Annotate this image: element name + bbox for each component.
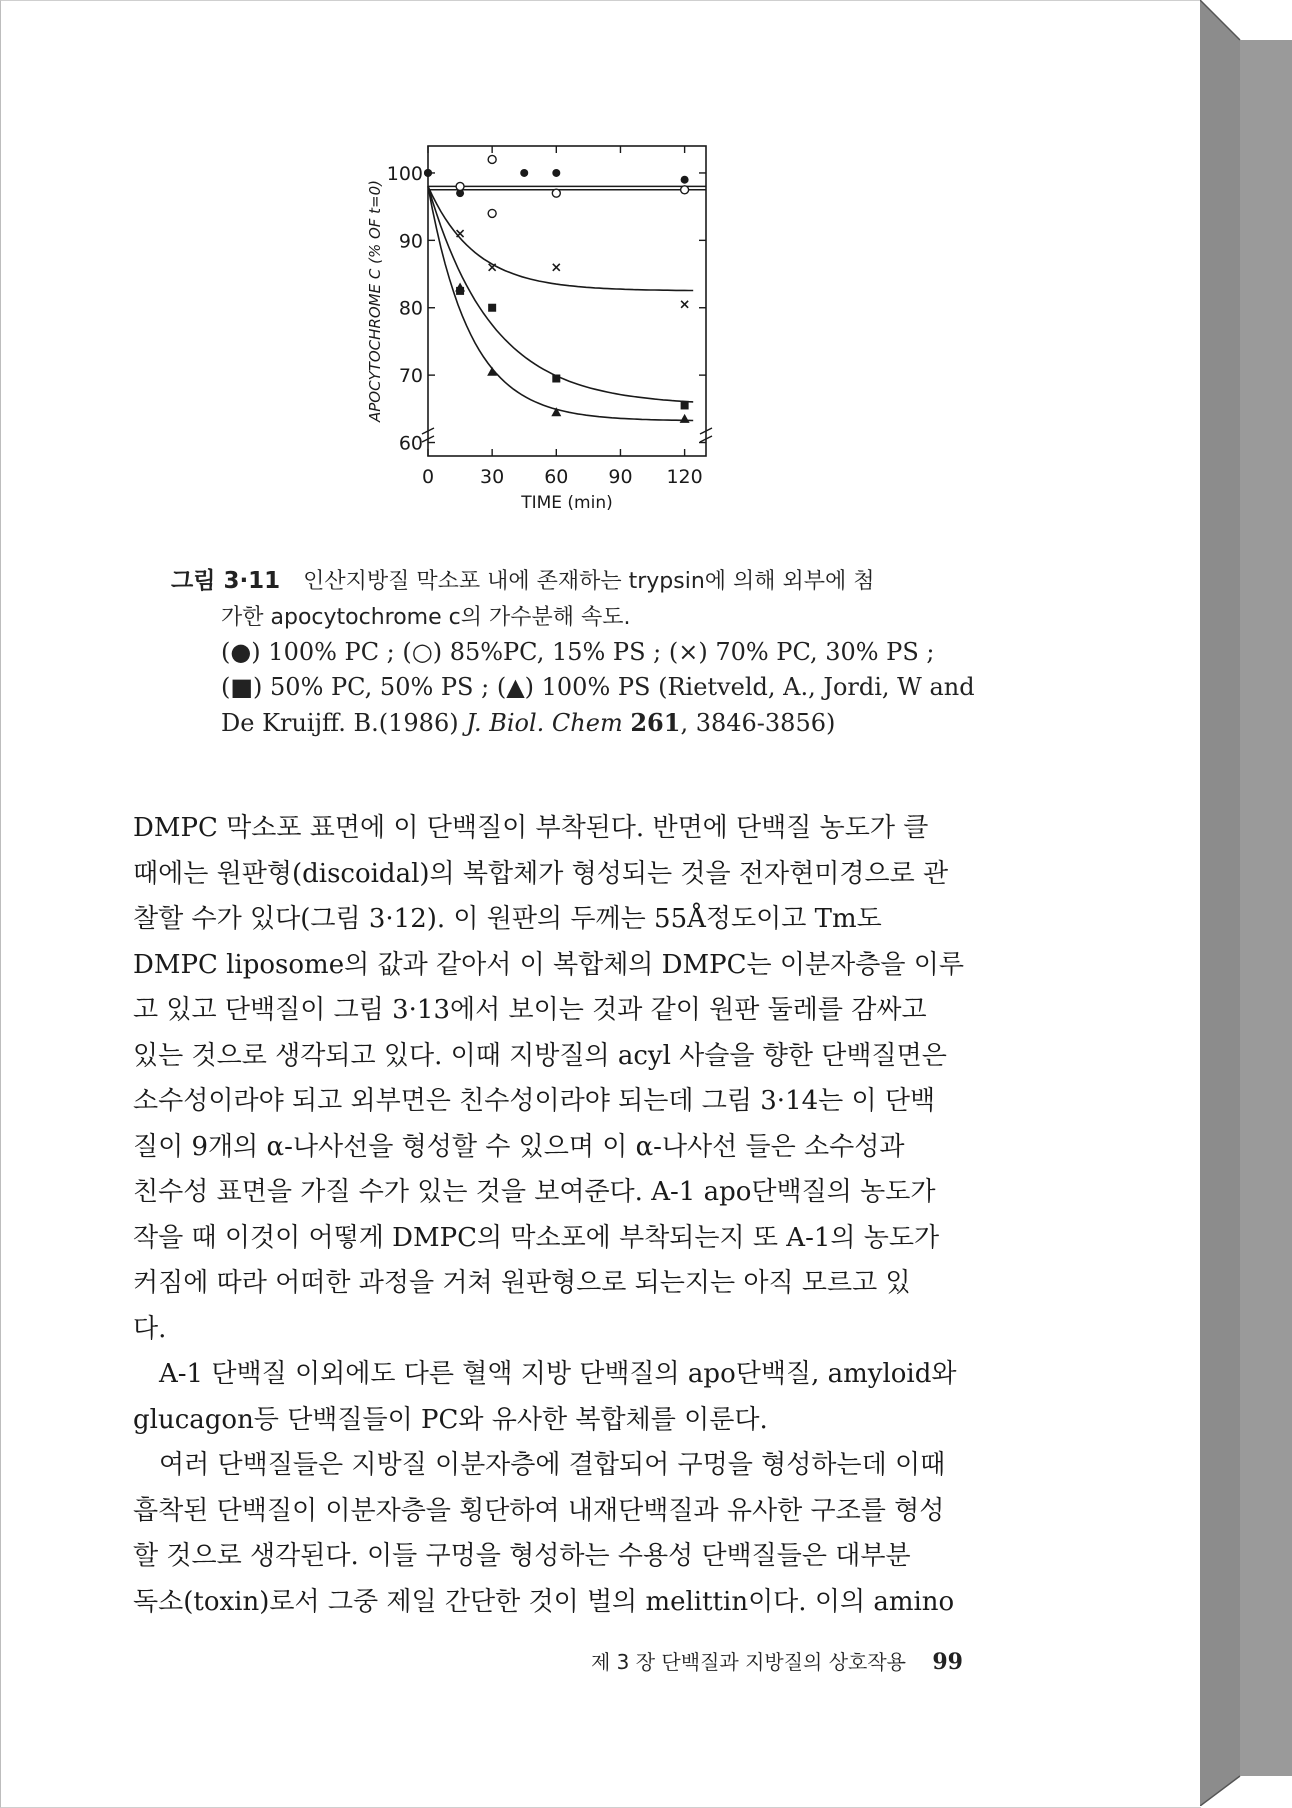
body-line: 흡착된 단백질이 이분자층을 횡단하여 내재단백질과 유사한 구조를 형성 bbox=[133, 1495, 945, 1526]
body-line: 소수성이라야 되고 외부면은 친수성이라야 되는데 그림 3·14는 이 단백 bbox=[133, 1086, 936, 1116]
caption-pages: , 3846-3856) bbox=[680, 709, 836, 737]
body-line: DMPC liposome의 값과 같아서 이 복합체의 DMPC는 이분자층을 이루 bbox=[133, 949, 964, 980]
body-line: 커짐에 따라 어떠한 과정을 거쳐 원판형으로 되는지는 아직 모르고 있 bbox=[133, 1268, 911, 1298]
data-point bbox=[681, 176, 689, 184]
data-point bbox=[488, 209, 496, 217]
y-tick-label: 60 bbox=[398, 432, 423, 455]
y-tick-label: 70 bbox=[398, 365, 423, 388]
chapter-title: 제 3 장 단백질과 지방질의 상호작용 bbox=[591, 1650, 906, 1674]
body-line: 찰할 수가 있다(그림 3·12). 이 원판의 두께는 55Å정도이고 Tm도 bbox=[133, 904, 882, 934]
caption-line-2: 가한 apocytochrome c의 가수분해 속도. bbox=[221, 605, 631, 630]
x-tick-label: 60 bbox=[544, 466, 569, 488]
body-line: 친수성 표면을 가질 수가 있는 것을 보여준다. A-1 apo단백질의 농도가 bbox=[133, 1177, 936, 1207]
caption-volume: 261 bbox=[630, 708, 681, 737]
page-number: 99 bbox=[932, 1649, 963, 1675]
data-point bbox=[681, 301, 688, 308]
body-line: 독소(toxin)로서 그중 제일 간단한 것이 벌의 melittin이다. 이의 amino bbox=[133, 1586, 955, 1617]
body-line: 고 있고 단백질이 그림 3·13에서 보이는 것과 같이 원판 둘레를 감싸고 bbox=[133, 995, 927, 1025]
body-line: 할 것으로 생각된다. 이들 구멍을 형성하는 수용성 단백질들은 대부분 bbox=[133, 1541, 911, 1571]
caption-label: 그림 3·11 bbox=[171, 568, 281, 594]
caption-line-5 bbox=[171, 705, 1021, 741]
data-point bbox=[553, 264, 560, 271]
page-footer bbox=[591, 1646, 1041, 1675]
body-line: A-1 단백질 이외에도 다른 혈액 지방 단백질의 apo단백질, amyloid와 bbox=[159, 1359, 957, 1389]
body-line: 여러 단백질들은 지방질 이분자층에 결합되어 구멍을 형성하는데 이때 bbox=[159, 1450, 946, 1480]
decay-chart bbox=[356, 136, 831, 551]
caption-ref-authors: De Kruijff. B.(1986) bbox=[221, 709, 467, 737]
data-point bbox=[680, 414, 690, 423]
data-point bbox=[424, 169, 432, 177]
body-line: 작을 때 이것이 어떻게 DMPC의 막소포에 부착되는지 또 A-1의 농도가 bbox=[133, 1222, 940, 1253]
data-point bbox=[488, 304, 496, 312]
x-tick-label: 30 bbox=[480, 466, 505, 488]
plot-frame bbox=[428, 146, 706, 456]
data-point bbox=[552, 189, 560, 197]
y-tick-label: 100 bbox=[386, 162, 423, 185]
fit-curve bbox=[428, 186, 693, 402]
fit-curve bbox=[428, 186, 693, 420]
body-line: 때에는 원판형(discoidal)의 복합체가 형성되는 것을 전자현미경으로 관 bbox=[133, 858, 949, 889]
figure-caption bbox=[171, 563, 1021, 741]
data-point bbox=[552, 169, 560, 177]
y-tick-label: 80 bbox=[398, 297, 423, 320]
body-line: DMPC 막소포 표면에 이 단백질이 부착된다. 반면에 단백질 농도가 클 bbox=[133, 813, 929, 843]
x-tick-label: 0 bbox=[421, 466, 435, 488]
x-tick-label: 120 bbox=[666, 466, 703, 488]
body-line: 다. bbox=[133, 1313, 167, 1344]
body-line: 있는 것으로 생각되고 있다. 이때 지방질의 acyl 사슬을 향한 단백질면은 bbox=[133, 1040, 947, 1071]
caption-line-3: (●) 100% PC ; (○) 85%PC, 15% PS ; (×) 70% PC, 30% PS ; bbox=[221, 638, 935, 666]
y-axis-label: APOCYTOCHROME C (% OF t=0) bbox=[366, 179, 384, 423]
caption-line-4: (■) 50% PC, 50% PS ; (▲) 100% PS (Rietveld, A., Jordi, W and bbox=[221, 673, 975, 701]
data-point bbox=[681, 186, 689, 194]
data-point bbox=[520, 169, 528, 177]
body-line: 질이 9개의 α-나사선을 형성할 수 있으며 이 α-나사선 들은 소수성과 bbox=[133, 1131, 905, 1162]
y-tick-label: 90 bbox=[398, 230, 423, 253]
data-point bbox=[552, 375, 560, 383]
body-text bbox=[133, 806, 1061, 1625]
x-axis-label: TIME (min) bbox=[521, 493, 613, 513]
figure bbox=[356, 136, 831, 551]
page-edge bbox=[1200, 0, 1292, 1806]
data-point bbox=[681, 401, 689, 409]
data-point bbox=[487, 367, 497, 376]
x-tick-label: 90 bbox=[608, 466, 633, 488]
data-point bbox=[457, 230, 464, 237]
caption-journal: J. Biol. Chem bbox=[466, 709, 623, 737]
data-point bbox=[488, 155, 496, 163]
fit-curve bbox=[428, 186, 693, 290]
caption-line-1: 인산지방질 막소포 내에 존재하는 trypsin에 의해 외부에 첨 bbox=[303, 569, 875, 594]
data-point bbox=[456, 182, 464, 190]
body-line: glucagon등 단백질들이 PC와 유사한 복합체를 이룬다. bbox=[133, 1404, 768, 1435]
